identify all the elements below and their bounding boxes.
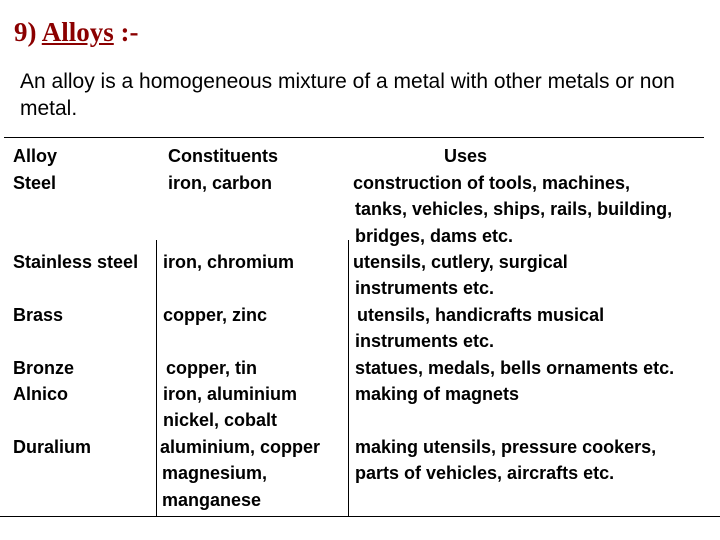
alloy-uses: parts of vehicles, aircrafts etc.: [355, 463, 615, 483]
alloy-uses: statues, medals, bells ornaments etc.: [355, 358, 675, 378]
table-bottom-rule: [0, 516, 720, 517]
alloy-constituents: iron, carbon: [168, 173, 273, 193]
header-alloy: Alloy: [13, 146, 58, 166]
alloy-name: Alnico: [13, 384, 69, 404]
alloy-constituents: iron, chromium: [163, 252, 295, 272]
alloy-uses: utensils, handicrafts musical: [357, 305, 605, 325]
column-divider: [156, 240, 157, 517]
alloy-uses: tanks, vehicles, ships, rails, building,: [355, 199, 673, 219]
alloy-uses: bridges, dams etc.: [355, 226, 514, 246]
heading-number: 9): [14, 17, 42, 47]
alloy-constituents: manganese: [162, 490, 262, 510]
alloy-name: Bronze: [13, 358, 75, 378]
alloy-name: Steel: [13, 173, 57, 193]
alloy-uses: instruments etc.: [355, 278, 495, 298]
alloy-name: Duralium: [13, 437, 92, 457]
alloy-uses: instruments etc.: [355, 331, 495, 351]
alloy-uses: construction of tools, machines,: [353, 173, 631, 193]
alloy-uses: utensils, cutlery, surgical: [353, 252, 568, 272]
table-top-rule: [4, 137, 704, 138]
alloy-constituents: copper, tin: [166, 358, 258, 378]
heading-suffix: :-: [113, 17, 139, 47]
alloy-uses: making of magnets: [355, 384, 520, 404]
alloy-uses: making utensils, pressure cookers,: [355, 437, 657, 457]
header-constituents: Constituents: [168, 146, 278, 166]
intro-text: An alloy is a homogeneous mixture of a metal with other metals or non metal.: [20, 70, 675, 120]
alloy-constituents: iron, aluminium: [163, 384, 298, 404]
alloy-name: Brass: [13, 305, 64, 325]
header-uses: Uses: [444, 146, 488, 166]
heading-title: Alloys: [41, 17, 114, 47]
alloy-constituents: copper, zinc: [163, 305, 268, 325]
slide-heading: [14, 14, 139, 50]
column-divider: [348, 240, 349, 517]
alloy-constituents: nickel, cobalt: [163, 410, 278, 430]
alloy-name: Stainless steel: [13, 252, 139, 272]
alloy-constituents: magnesium,: [162, 463, 268, 483]
alloy-constituents: aluminium, copper: [160, 437, 321, 457]
